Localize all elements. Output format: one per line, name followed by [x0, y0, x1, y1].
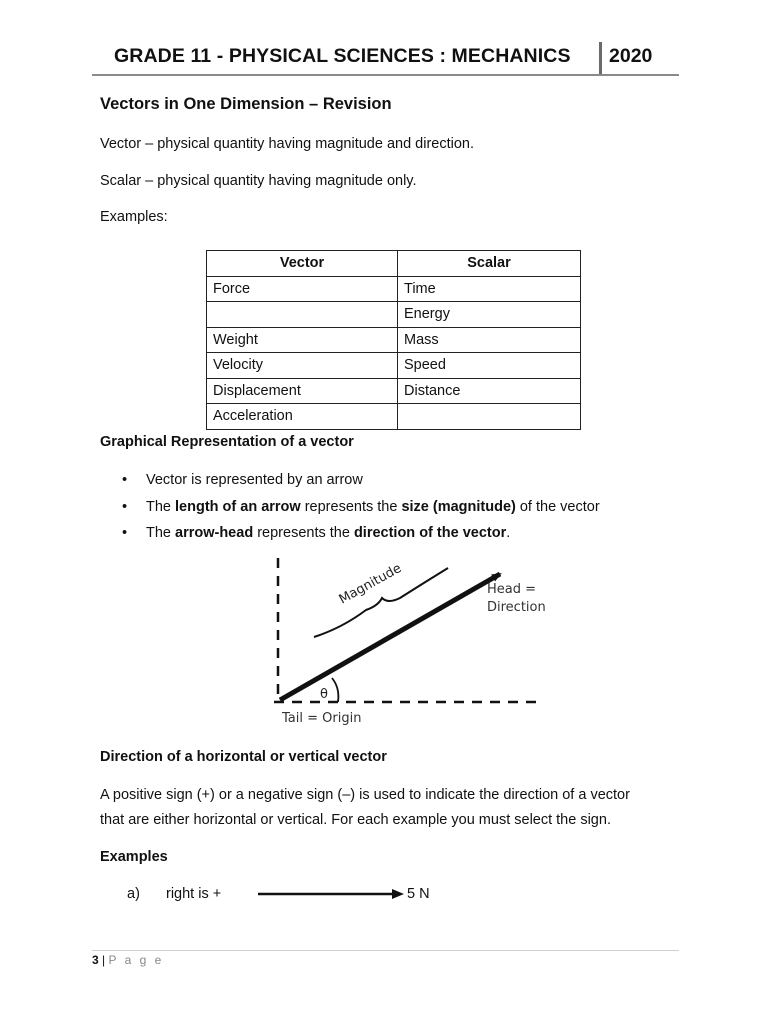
page-label: P a g e	[108, 953, 164, 967]
table-row	[207, 404, 581, 430]
footer-separator: |	[102, 953, 106, 967]
bullet-text: The	[146, 525, 176, 541]
table-row	[207, 327, 581, 353]
section-title-vectors: Vectors in One Dimension – Revision	[100, 95, 392, 113]
table-cell: Force	[207, 276, 398, 302]
table-cell: Mass	[398, 327, 581, 353]
tail-label: Tail = Origin	[282, 711, 362, 726]
scalar-definition: Scalar – physical quantity having magnitude only.	[100, 173, 417, 189]
head-label-line1: Head =	[487, 582, 537, 597]
bullet-text: The	[146, 498, 176, 515]
list-item	[120, 522, 600, 549]
footer-rule	[92, 950, 679, 951]
bullet-text-bold: size (magnitude)	[401, 498, 516, 515]
examples-label: Examples:	[100, 209, 168, 225]
bullet-icon: •	[122, 498, 128, 515]
table-header-scalar: Scalar	[398, 251, 581, 277]
bullet-text: Vector is represented by an arrow	[146, 472, 363, 488]
list-item	[120, 469, 600, 496]
table-row	[207, 378, 581, 404]
table-row	[207, 276, 581, 302]
direction-paragraph-line2: that are either horizontal or vertical. For each example you must select the sign.	[100, 812, 611, 828]
example-a-value: 5 N	[407, 886, 430, 902]
bullet-icon: •	[122, 525, 128, 541]
bullet-text: of the vector	[515, 498, 600, 515]
vector-arrow	[280, 574, 500, 700]
table-cell: Time	[398, 276, 581, 302]
page-footer	[92, 953, 164, 967]
bullet-text-bold: direction of the vector	[353, 525, 507, 541]
bullet-list	[120, 469, 600, 549]
table-cell: Displacement	[207, 378, 398, 404]
vector-diagram	[262, 552, 562, 732]
direction-paragraph-line1: A positive sign (+) or a negative sign (–) is used to indicate the direction of a vector	[100, 787, 630, 803]
page-number: 3	[92, 953, 99, 967]
list-item	[120, 496, 600, 523]
magnitude-label: Magnitude	[336, 560, 405, 608]
example-a-letter: a)	[127, 886, 140, 902]
header-rule	[92, 74, 679, 76]
angle-arc	[332, 678, 338, 702]
document-header-year: 2020	[609, 45, 653, 67]
table-header-row	[207, 251, 581, 277]
head-label-line2: Direction	[487, 600, 546, 615]
bullet-text: .	[506, 525, 511, 541]
example-a-arrow	[256, 887, 406, 901]
table-cell: Velocity	[207, 353, 398, 379]
theta-label: θ	[320, 687, 328, 702]
document-header-title: GRADE 11 - PHYSICAL SCIENCES : MECHANICS	[114, 45, 571, 67]
table-cell	[398, 404, 581, 430]
examples-heading: Examples	[100, 849, 168, 865]
table-header-vector: Vector	[207, 251, 398, 277]
table-cell: Distance	[398, 378, 581, 404]
example-a-text: right is +	[166, 886, 222, 902]
header-separator	[599, 42, 602, 76]
table-row	[207, 353, 581, 379]
vector-scalar-table	[206, 250, 581, 430]
bullet-text-bold: length of an arrow	[175, 498, 301, 515]
table-cell	[207, 302, 398, 328]
vector-definition: Vector – physical quantity having magnitude and direction.	[100, 136, 475, 152]
table-cell: Energy	[398, 302, 581, 328]
table-cell: Weight	[207, 327, 398, 353]
bullet-text: represents the	[300, 498, 402, 515]
bullet-text-bold: arrow-head	[175, 525, 254, 541]
table-cell: Acceleration	[207, 404, 398, 430]
section-title-graphical: Graphical Representation of a vector	[100, 434, 354, 450]
table-cell: Speed	[398, 353, 581, 379]
section-title-direction: Direction of a horizontal or vertical vector	[100, 749, 387, 765]
table-row	[207, 302, 581, 328]
bullet-icon: •	[122, 472, 128, 488]
bullet-text: represents the	[253, 525, 354, 541]
